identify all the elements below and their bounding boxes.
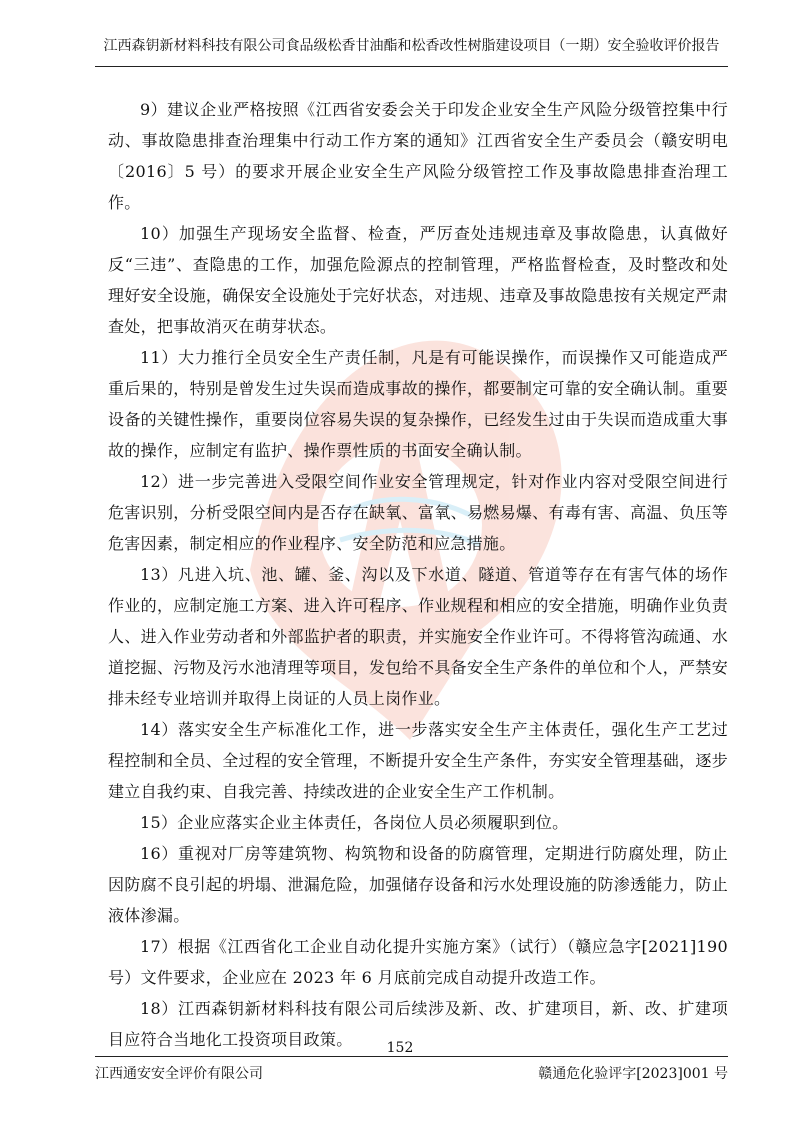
recommendation-paragraph: 13）凡进入坑、池、罐、釜、沟以及下水道、隧道、管道等存在有害气体的场作作业的，应制定施工方案、进入许可程序、作业规程和相应的安全措施，明确作业负责人、进入作业劳动者和外部监护者的职责，并实施安全作业许可。不得将管沟疏通、水道挖掘、污物及污水池清理等项目，发包给不具备安全生产条件的单位和个人，严禁安排未经专业培训并取得上岗证的人员上岗作业。	[108, 565, 728, 708]
footer-company: 江西通安安全评价有限公司	[95, 1066, 263, 1082]
recommendation-paragraph: 10）加强生产现场安全监督、检查，严厉查处违规违章及事故隐患，认真做好反“三违”、查隐患的工作，加强危险源点的控制管理，严格监督检查，及时整改和处理好安全设施，确保安全设施处于完好状态，对违规、违章及事故隐患按有关规定严肃查处，把事故消灭在萌芽状态。	[108, 224, 728, 336]
recommendations-section	[108, 94, 728, 1055]
recommendation-paragraph: 15）企业应落实企业主体责任，各岗位人员必须履职到位。	[140, 813, 569, 832]
page-header	[95, 34, 728, 67]
page-footer	[95, 1056, 728, 1083]
page-number: 152	[386, 1040, 414, 1056]
recommendation-paragraph: 14）落实安全生产标准化工作，进一步落实安全生产主体责任，强化生产工艺过程控制和全员、全过程的安全管理，不断提升安全生产条件，夯实安全管理基础，逐步建立自我约束、自我完善、持续改进的企业安全生产工作机制。	[108, 720, 728, 801]
footer-doc-code: 赣通危化验评字[2023]001 号	[538, 1066, 728, 1082]
report-title: 江西森钥新材料科技有限公司食品级松香甘油酯和松香改性树脂建设项目（一期）安全验收评价报告	[103, 38, 720, 54]
recommendation-paragraph: 17）根据《江西省化工企业自动化提升实施方案》（试行）（赣应急字[2021]190 号）文件要求，企业应在 2023 年 6 月底前完成自动提升改造工作。	[108, 937, 728, 987]
recommendation-paragraph: 9）建议企业严格按照《江西省安委会关于印发企业安全生产风险分级管控集中行动、事故隐患排查治理集中行动工作方案的通知》江西省安全生产委员会（赣安明电〔2016〕5 号）的要求开展企业安全生产风险分级管控工作及事故隐患排查治理工作。	[108, 100, 728, 212]
recommendation-paragraph: 16）重视对厂房等建筑物、构筑物和设备的防腐管理，定期进行防腐处理，防止因防腐不良引起的坍塌、泄漏危险，加强储存设备和污水处理设施的防渗透能力，防止液体渗漏。	[108, 844, 728, 925]
recommendation-paragraph: 18）江西森钥新材料科技有限公司后续涉及新、改、扩建项目，新、改、扩建项目应符合当地化工投资项目政策。	[108, 999, 728, 1049]
recommendation-paragraph: 11）大力推行全员安全生产责任制，凡是有可能误操作，而误操作又可能造成严重后果的，特别是曾发生过失误而造成事故的操作，都要制定可靠的安全确认制。重要设备的关键性操作，重要岗位容易失误的复杂操作，已经发生过由于失误而造成重大事故的操作，应制定有监护、操作票性质的书面安全确认制。	[108, 348, 728, 460]
recommendation-paragraph: 12）进一步完善进入受限空间作业安全管理规定，针对作业内容对受限空间进行危害识别，分析受限空间内是否存在缺氧、富氧、易燃易爆、有毒有害、高温、负压等危害因素，制定相应的作业程序、安全防范和应急措施。	[108, 472, 728, 553]
